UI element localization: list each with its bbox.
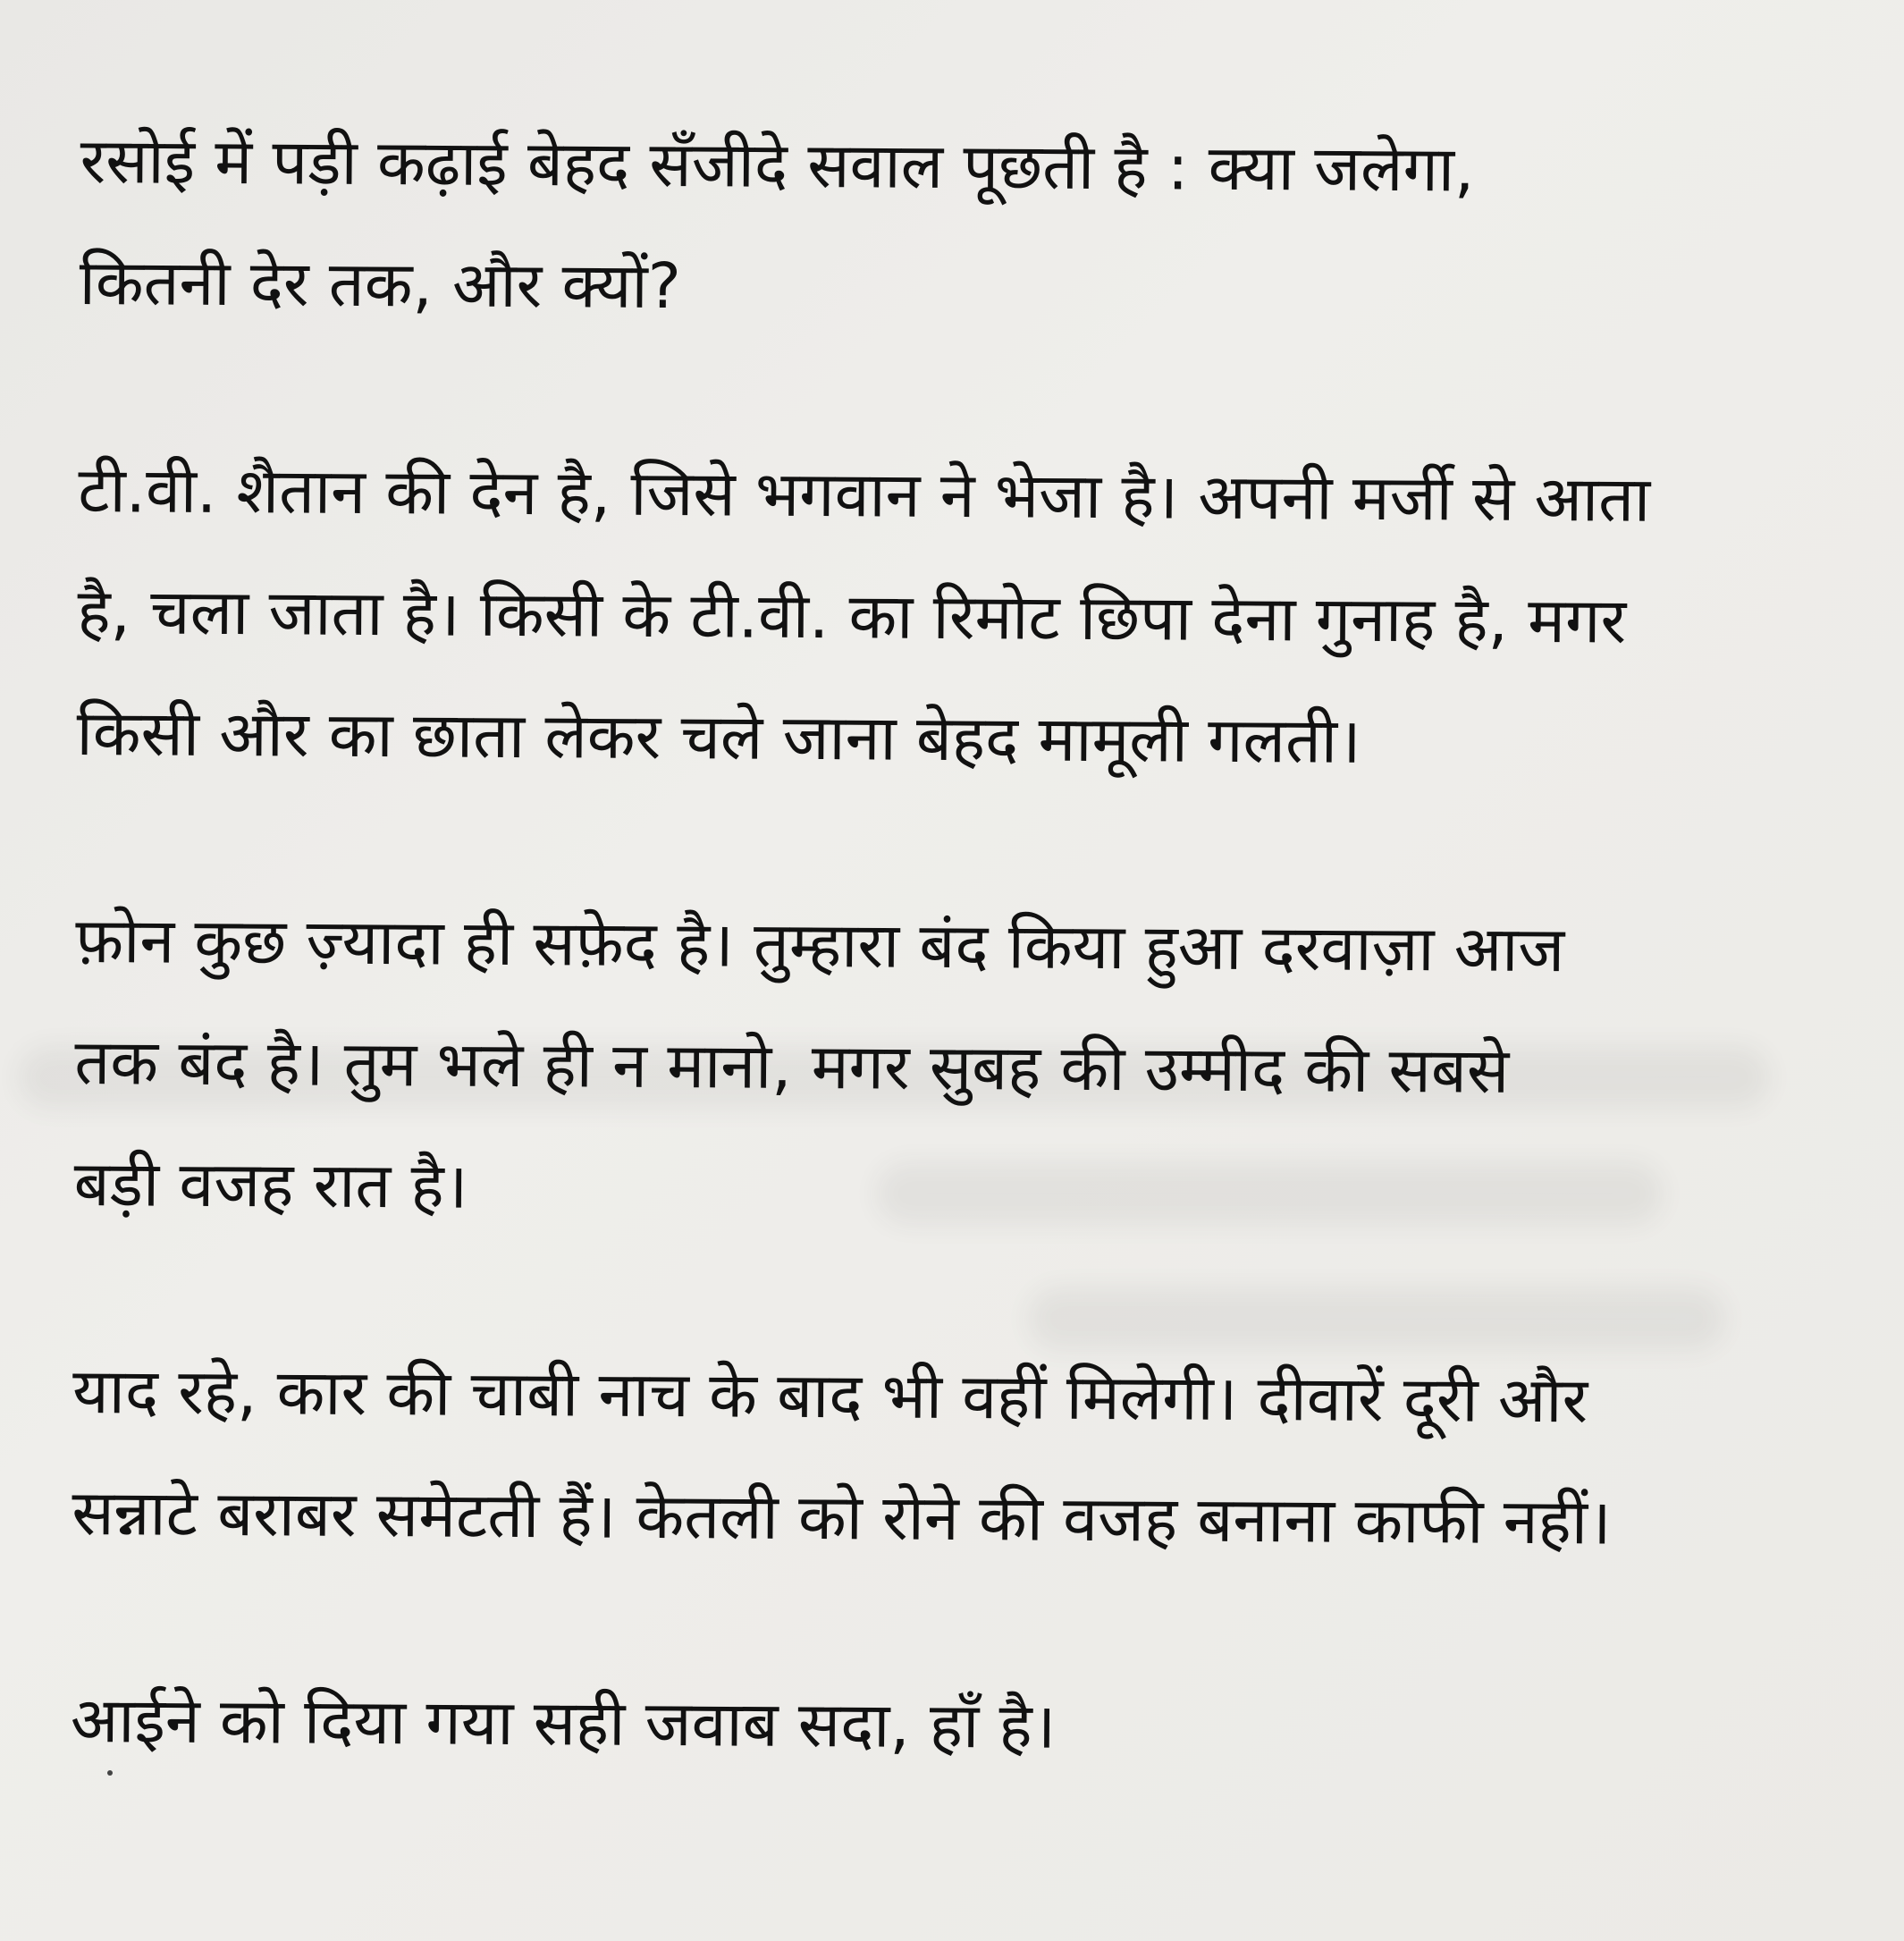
paragraph-1	[79, 100, 1806, 354]
text-line: बड़ी वजह रात है।	[73, 1146, 468, 1223]
text-line: टी.वी. शैतान की देन है, जिसे भगवान ने भेजा है। अपनी मर्जी से आता	[78, 452, 1651, 536]
page-text	[70, 100, 1806, 1878]
text-line: सन्नाटे बराबर समेटती हैं। केतली को रोने की वजह बनाना काफी नहीं।	[72, 1475, 1612, 1559]
paragraph-3	[73, 880, 1800, 1255]
paper-speck	[107, 1770, 113, 1776]
paragraph-2	[76, 429, 1803, 805]
text-line: आईने को दिया गया सही जवाब सदा, हाँ है।	[70, 1683, 1057, 1763]
text-line: कितनी देर तक, और क्यों?	[79, 245, 682, 324]
text-line: फ़ोन कुछ ज़्यादा ही सफ़ेद है। तुम्हारा बंद किया हुआ दरवाज़ा आज	[75, 903, 1565, 987]
text-line: है, चला जाता है। किसी के टी.वी. का रिमोट छिपा देना गुनाह है, मगर	[77, 574, 1627, 658]
text-line: याद रहे, कार की चाबी नाच के बाद भी वहीं मिलेगी। दीवारें दूरी और	[72, 1354, 1588, 1438]
paragraph-5	[71, 1659, 1797, 1792]
text-line: किसी और का छाता लेकर चले जाना बेहद मामूली गलती।	[76, 696, 1361, 778]
paragraph-4	[72, 1330, 1799, 1584]
text-line: तक बंद है। तुम भले ही न मानो, मगर सुबह की उम्मीद की सबसे	[74, 1025, 1510, 1108]
text-line: रसोई में पड़ी कढ़ाई बेहद सँजीदे सवाल पूछती है : क्या जलेगा,	[80, 123, 1475, 207]
